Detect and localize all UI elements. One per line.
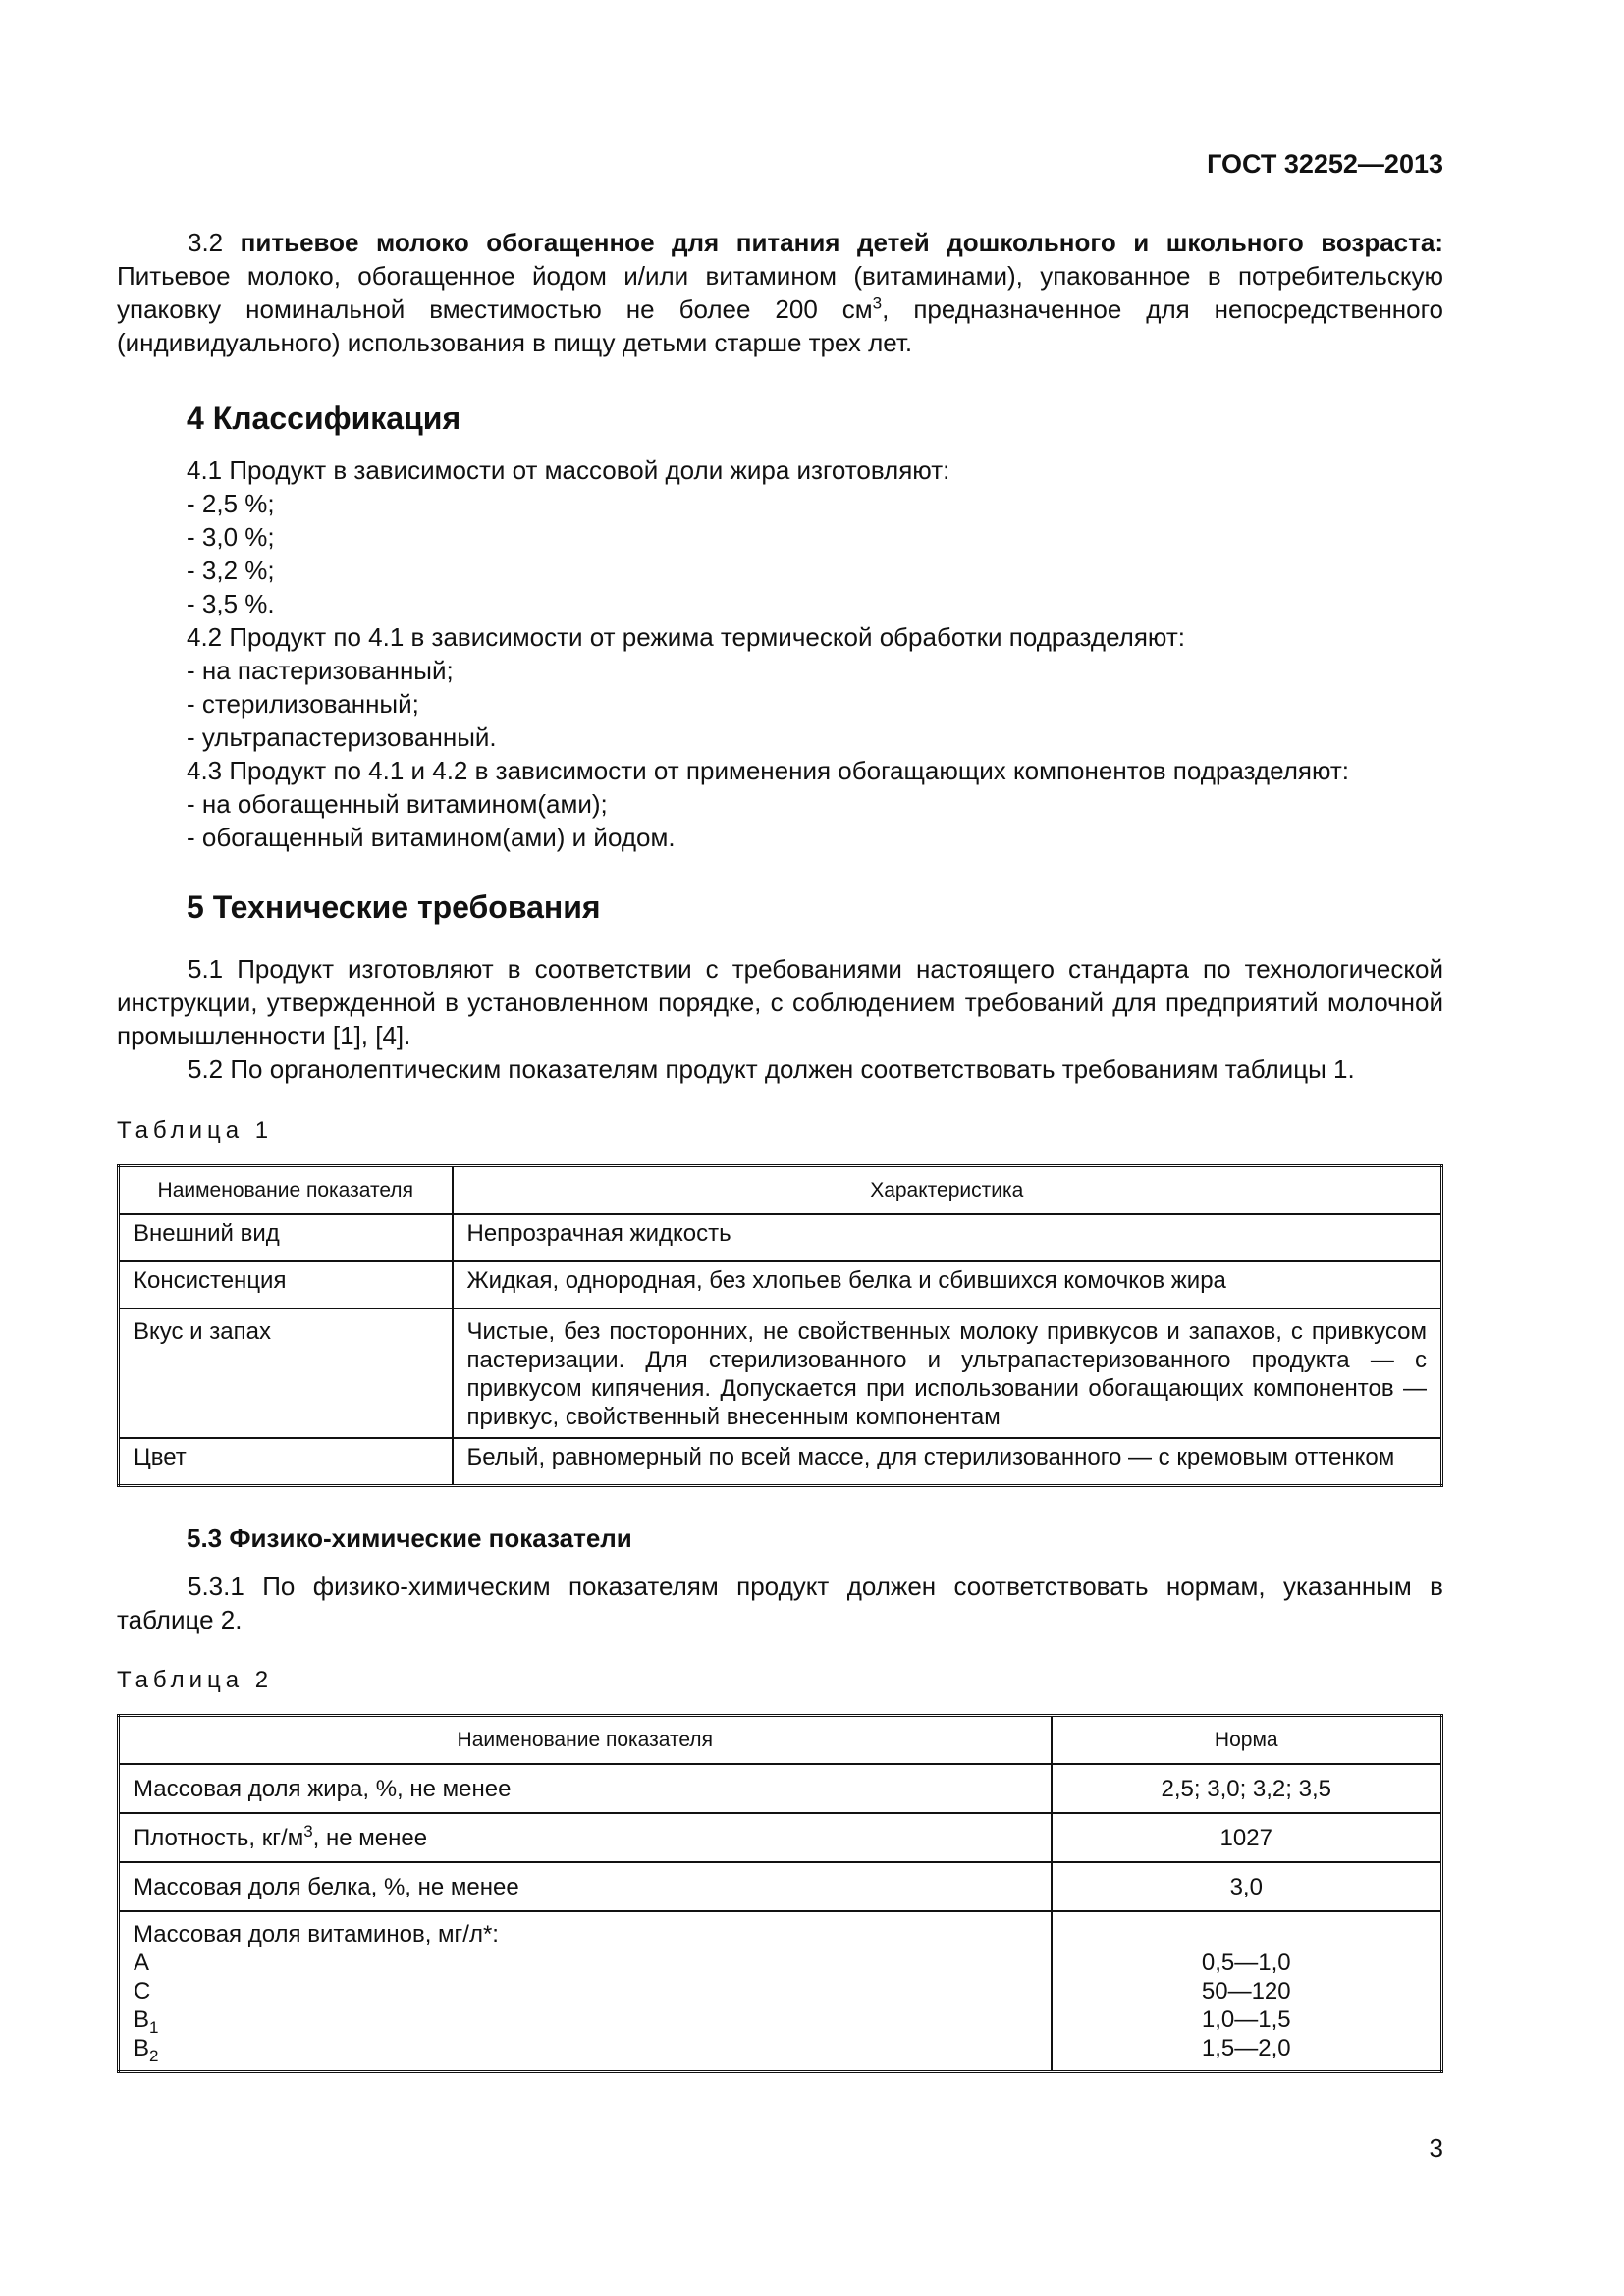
table-cell-name: Массовая доля белка, %, не менее bbox=[119, 1862, 1052, 1911]
table-header-cell: Норма bbox=[1052, 1716, 1442, 1765]
table-cell-value bbox=[1052, 1911, 1442, 2072]
table-header-row bbox=[119, 1716, 1442, 1765]
table-row bbox=[119, 1214, 1442, 1261]
clause-3-2 bbox=[117, 226, 1443, 359]
table-cell-name bbox=[119, 1813, 1052, 1862]
table-cell-value: Непрозрачная жидкость bbox=[453, 1214, 1442, 1261]
table-row bbox=[119, 1764, 1442, 1813]
page-number: 3 bbox=[1429, 2133, 1443, 2163]
table-cell-name: Массовая доля жира, %, не менее bbox=[119, 1764, 1052, 1813]
clause-3-2-number: 3.2 bbox=[188, 228, 224, 257]
table-row bbox=[119, 1438, 1442, 1486]
table-header-cell: Наименование показателя bbox=[119, 1716, 1052, 1765]
section-5-body bbox=[117, 952, 1443, 1086]
list-item: - 2,5 %; bbox=[187, 489, 275, 518]
section-4-heading: 4 Классификация bbox=[187, 400, 461, 436]
para-5-3-1-block bbox=[117, 1570, 1443, 1636]
table-cell-name: Цвет bbox=[119, 1438, 453, 1486]
vitamin-names bbox=[134, 1949, 1037, 2065]
clause-3-2-def-part1: Питьевое молоко, обогащенное йодом и/или витамином (витаминами), упакованное в потребительскую упаковку номинальной вместимостью не более 200 см bbox=[117, 261, 1443, 324]
vitamin-name: $B_2$ bbox=[134, 2035, 159, 2065]
section-5-heading: 5 Технические требования bbox=[187, 889, 601, 925]
table-2-caption: Таблица 2 bbox=[117, 1667, 274, 1693]
table-header-cell: Наименование показателя bbox=[119, 1166, 453, 1215]
list-item: - стерилизованный; bbox=[187, 689, 419, 719]
density-label: Плотность, кг/м bbox=[134, 1824, 304, 1851]
vitamin-value: 1,5—2,0 bbox=[1201, 2035, 1291, 2061]
list-item: - на пастеризованный; bbox=[187, 656, 454, 685]
table-row bbox=[119, 1813, 1442, 1862]
table-row bbox=[119, 1261, 1442, 1308]
section-4-body bbox=[117, 454, 1443, 854]
table-2 bbox=[117, 1714, 1443, 2073]
vitamin-value: 1,0—1,5 bbox=[1201, 2006, 1291, 2033]
table-row bbox=[119, 1308, 1442, 1438]
table-cell-name bbox=[119, 1911, 1052, 2072]
table-cell-value: Жидкая, однородная, без хлопьев белка и сбившихся комочков жира bbox=[453, 1261, 1442, 1308]
list-item: - на обогащенный витамином(ами); bbox=[187, 789, 608, 819]
vitamin-values bbox=[1066, 1949, 1428, 2062]
list-item: - 3,5 %. bbox=[187, 589, 275, 618]
clause-3-2-def-sup: 3 bbox=[872, 294, 883, 313]
standard-code: ГОСТ 32252—2013 bbox=[1207, 149, 1443, 179]
list-item: - обогащенный витамином(ами) и йодом. bbox=[187, 823, 676, 852]
para-4-1: 4.1 Продукт в зависимости от массовой доли жира изготовляют: bbox=[187, 455, 950, 485]
table-cell-value: 2,5; 3,0; 3,2; 3,5 bbox=[1052, 1764, 1442, 1813]
table-cell-value: Чистые, без посторонних, не свойственных молоку привкусов и запахов, с привкусом пастеризации. Для стерилизованного и ультрапастеризованного продукта — с привкусом кипячения. Допускается при использовании обогащающих компонентов — привкус, свойственный внесенным компонентам bbox=[453, 1308, 1442, 1438]
para-5-3-1: 5.3.1 По физико-химическим показателям продукт должен соответствовать нормам, указанным в таблице 2. bbox=[117, 1572, 1443, 1634]
table-cell-name: Вкус и запах bbox=[119, 1308, 453, 1438]
table-cell-value: Белый, равномерный по всей массе, для стерилизованного — с кремовым оттенком bbox=[453, 1438, 1442, 1486]
table-cell-name: Внешний вид bbox=[119, 1214, 453, 1261]
list-item: - ультрапастеризованный. bbox=[187, 722, 497, 752]
para-4-3: 4.3 Продукт по 4.1 и 4.2 в зависимости от применения обогащающих компонентов подразделяют: bbox=[187, 756, 1350, 785]
table-row bbox=[119, 1911, 1442, 2072]
para-5-1: 5.1 Продукт изготовляют в соответствии с требованиями настоящего стандарта по технологической инструкции, утвержденной в установленном порядке, с соблюдением требований для предприятий молочной промышленности [1], [4]. bbox=[117, 954, 1443, 1050]
list-item: - 3,0 %; bbox=[187, 522, 275, 552]
para-5-2: 5.2 По органолептическим показателям продукт должен соответствовать требованиям таблицы 1. bbox=[188, 1054, 1355, 1084]
table-header-cell: Характеристика bbox=[453, 1166, 1442, 1215]
table-cell-value: 3,0 bbox=[1052, 1862, 1442, 1911]
list-item: - 3,2 %; bbox=[187, 556, 275, 585]
table-1 bbox=[117, 1164, 1443, 1487]
vitamin-name: C bbox=[134, 1978, 151, 2004]
vitamin-value: 50—120 bbox=[1201, 1978, 1291, 2004]
table-cell-name: Консистенция bbox=[119, 1261, 453, 1308]
vitamin-name: A bbox=[134, 1949, 150, 1976]
table-1-caption: Таблица 1 bbox=[117, 1117, 274, 1144]
vitamin-value: 0,5—1,0 bbox=[1201, 1949, 1291, 1976]
density-unit-sup: 3 bbox=[303, 1821, 313, 1841]
table-header-row bbox=[119, 1166, 1442, 1215]
para-4-2: 4.2 Продукт по 4.1 в зависимости от режима термической обработки подразделяют: bbox=[187, 622, 1185, 652]
clause-3-2-term: питьевое молоко обогащенное для питания детей дошкольного и школьного возраста: bbox=[240, 228, 1443, 257]
clause-3-2-def-part2: , предназначенное для непосредственного (индивидуального) использования в пищу детьми старше трех лет. bbox=[117, 294, 1443, 357]
vitamin-name: $B_1$ bbox=[134, 2006, 159, 2037]
vitamins-title: Массовая доля витаминов, мг/л*: bbox=[134, 1921, 499, 1948]
density-label-suffix: , не менее bbox=[312, 1824, 428, 1851]
table-row bbox=[119, 1862, 1442, 1911]
section-5-3-heading: 5.3 Физико-химические показатели bbox=[187, 1523, 632, 1553]
table-cell-value: 1027 bbox=[1052, 1813, 1442, 1862]
